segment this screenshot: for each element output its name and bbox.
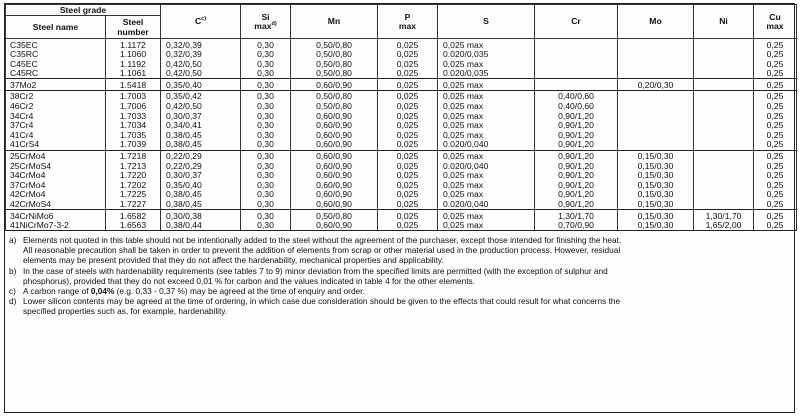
- cell-si: 0,30: [241, 161, 291, 171]
- cell-cu: 0,25: [754, 59, 797, 69]
- footnote-label: b): [9, 265, 17, 276]
- cell-mo: 0,15/0,30: [618, 221, 694, 231]
- cell-number: 1.7003: [106, 90, 161, 101]
- cell-number: 1.7202: [106, 180, 161, 190]
- cell-c: 0,22/0,29: [161, 150, 241, 161]
- cell-mo: 0,15/0,30: [618, 210, 694, 221]
- cell-mn: 0,60/0,90: [291, 150, 378, 161]
- cell-mo: [618, 111, 694, 121]
- cell-mn: 0,60/0,90: [291, 190, 378, 200]
- cell-cr: 0,90/1,20: [535, 161, 618, 171]
- cell-mo: 0,15/0,30: [618, 200, 694, 210]
- cell-s: 0,025 max: [438, 102, 535, 112]
- cell-s: 0,025 max: [438, 210, 535, 221]
- cell-ni: 1,65/2,00: [694, 221, 754, 231]
- cell-c: 0,35/0,40: [161, 180, 241, 190]
- cell-mn: 0,60/0,90: [291, 111, 378, 121]
- cell-cr: 0,90/1,20: [535, 180, 618, 190]
- cell-ni: [694, 190, 754, 200]
- cell-number: 1.1172: [106, 39, 161, 50]
- manganese-header: Mn: [291, 5, 378, 39]
- cell-si: 0,30: [241, 210, 291, 221]
- cell-ni: [694, 150, 754, 161]
- cell-cr: 0,90/1,20: [535, 121, 618, 131]
- cell-p: 0,025: [378, 39, 438, 50]
- footnote: [9, 296, 788, 316]
- cell-p: 0,025: [378, 79, 438, 91]
- cell-cu: 0,25: [754, 121, 797, 131]
- cell-mo: 0,15/0,30: [618, 180, 694, 190]
- cell-p: 0,025: [378, 140, 438, 150]
- cell-c: 0,38/0,45: [161, 200, 241, 210]
- cell-mn: 0,50/0,80: [291, 102, 378, 112]
- cell-c: 0,30/0,38: [161, 210, 241, 221]
- cell-cu: 0,25: [754, 102, 797, 112]
- cell-number: 1.1061: [106, 69, 161, 79]
- table-row: [6, 39, 797, 50]
- cell-s: 0,025 max: [438, 221, 535, 231]
- cell-cu: 0,25: [754, 180, 797, 190]
- cell-ni: [694, 50, 754, 60]
- steel-number-header: Steel number: [106, 16, 161, 39]
- cell-mn: 0,60/0,90: [291, 79, 378, 91]
- molybdenum-header: Mo: [618, 5, 694, 39]
- cell-si: 0,30: [241, 111, 291, 121]
- cell-si: 0,30: [241, 39, 291, 50]
- cell-p: 0,025: [378, 102, 438, 112]
- cell-ni: [694, 121, 754, 131]
- cell-cr: [535, 59, 618, 69]
- cell-ni: 1,30/1,70: [694, 210, 754, 221]
- cell-name: 25CrMo4: [6, 150, 106, 161]
- cell-mo: 0,15/0,30: [618, 190, 694, 200]
- cell-cu: 0,25: [754, 50, 797, 60]
- cell-ni: [694, 161, 754, 171]
- cell-si: 0,30: [241, 190, 291, 200]
- cell-cu: 0,25: [754, 79, 797, 91]
- cell-p: 0,025: [378, 210, 438, 221]
- chromium-header: Cr: [535, 5, 618, 39]
- cell-p: 0,025: [378, 200, 438, 210]
- table-row: [6, 221, 797, 231]
- cell-s: 0,025 max: [438, 121, 535, 131]
- cell-ni: [694, 111, 754, 121]
- cell-mn: 0,60/0,90: [291, 171, 378, 181]
- silicon-header: Si max$^{d)}$: [241, 5, 291, 39]
- cell-si: 0,30: [241, 130, 291, 140]
- cell-p: 0,025: [378, 90, 438, 101]
- cell-number: 1.7227: [106, 200, 161, 210]
- cell-ni: [694, 39, 754, 50]
- cell-p: 0,025: [378, 69, 438, 79]
- cell-p: 0,025: [378, 180, 438, 190]
- grade-group: [6, 79, 797, 91]
- cell-mo: [618, 59, 694, 69]
- cell-mo: 0,20/0,30: [618, 79, 694, 91]
- cell-cr: [535, 79, 618, 91]
- cell-mn: 0,60/0,90: [291, 180, 378, 190]
- cell-number: 1.7220: [106, 171, 161, 181]
- table-row: [6, 171, 797, 181]
- cell-s: 0,025 max: [438, 190, 535, 200]
- cell-name: 42CrMo4: [6, 190, 106, 200]
- cell-number: 1.1060: [106, 50, 161, 60]
- table-row: [6, 59, 797, 69]
- table-row: [6, 79, 797, 91]
- cell-cr: 0,90/1,20: [535, 200, 618, 210]
- cell-si: 0,30: [241, 90, 291, 101]
- cell-number: 1.7006: [106, 102, 161, 112]
- cell-cr: [535, 39, 618, 50]
- cell-mo: [618, 69, 694, 79]
- cell-ni: [694, 102, 754, 112]
- cell-ni: [694, 79, 754, 91]
- cell-cr: 0,40/0,60: [535, 102, 618, 112]
- footnote-text: [23, 296, 788, 316]
- cell-s: 0,025 max: [438, 79, 535, 91]
- footnote-label: d): [9, 295, 17, 306]
- cell-c: 0,35/0,42: [161, 90, 241, 101]
- cell-name: 41Cr4: [6, 130, 106, 140]
- table-row: [6, 210, 797, 221]
- cell-number: 1.6582: [106, 210, 161, 221]
- copper-header: Cu max: [754, 5, 797, 39]
- cell-name: 37Mo2: [6, 79, 106, 91]
- cell-c: 0,32/0,39: [161, 50, 241, 60]
- cell-cr: 0,90/1,20: [535, 190, 618, 200]
- cell-p: 0,025: [378, 221, 438, 231]
- cell-c: 0,42/0,50: [161, 69, 241, 79]
- table-footnotes: [5, 231, 794, 316]
- phosphorus-header: P max: [378, 5, 438, 39]
- cell-mn: 0,50/0,80: [291, 59, 378, 69]
- table-row: [6, 50, 797, 60]
- cell-ni: [694, 180, 754, 190]
- cell-name: C35EC: [6, 39, 106, 50]
- cell-si: 0,30: [241, 102, 291, 112]
- footnote-label: c): [9, 285, 16, 296]
- cell-si: 0,30: [241, 50, 291, 60]
- grade-group: [6, 210, 797, 231]
- cell-mn: 0,50/0,80: [291, 69, 378, 79]
- cell-s: 0,025 max: [438, 130, 535, 140]
- cell-cr: 1,30/1,70: [535, 210, 618, 221]
- cell-p: 0,025: [378, 150, 438, 161]
- cell-cu: 0,25: [754, 190, 797, 200]
- footnote-line: specified properties such as, for example, hardenability.: [23, 305, 228, 316]
- footnote-text: [23, 266, 788, 286]
- cell-c: 0,38/0,44: [161, 221, 241, 231]
- cell-ni: [694, 171, 754, 181]
- cell-mo: [618, 130, 694, 140]
- cell-c: 0,34/0,41: [161, 121, 241, 131]
- table-row: [6, 140, 797, 150]
- footnote-text: [23, 286, 788, 296]
- cell-p: 0,025: [378, 121, 438, 131]
- table-row: [6, 102, 797, 112]
- cell-mo: 0,15/0,30: [618, 161, 694, 171]
- cell-p: 0,025: [378, 161, 438, 171]
- cell-mo: [618, 50, 694, 60]
- cell-cr: [535, 50, 618, 60]
- cell-p: 0,025: [378, 50, 438, 60]
- cell-number: 1.7033: [106, 111, 161, 121]
- cell-cu: 0,25: [754, 221, 797, 231]
- cell-s: 0,025 max: [438, 180, 535, 190]
- cell-mo: 0,15/0,30: [618, 171, 694, 181]
- cell-cr: 0,90/1,20: [535, 150, 618, 161]
- cell-si: 0,30: [241, 180, 291, 190]
- chemical-composition-table: [5, 4, 797, 231]
- cell-mn: 0,60/0,90: [291, 140, 378, 150]
- cell-name: 34CrNiMo6: [6, 210, 106, 221]
- cell-cu: 0,25: [754, 200, 797, 210]
- cell-cu: 0,25: [754, 140, 797, 150]
- table-row: [6, 180, 797, 190]
- cell-cr: [535, 69, 618, 79]
- cell-cu: 0,25: [754, 171, 797, 181]
- cell-cu: 0,25: [754, 90, 797, 101]
- cell-c: 0,30/0,37: [161, 111, 241, 121]
- cell-mo: [618, 90, 694, 101]
- cell-mn: 0,60/0,90: [291, 130, 378, 140]
- cell-name: 38Cr2: [6, 90, 106, 101]
- footnote-label: a): [9, 235, 17, 246]
- cell-cu: 0,25: [754, 210, 797, 221]
- cell-name: C45RC: [6, 69, 106, 79]
- cell-name: 34CrMo4: [6, 171, 106, 181]
- cell-ni: [694, 69, 754, 79]
- cell-s: 0.020/0,040: [438, 200, 535, 210]
- cell-cr: 0,90/1,20: [535, 111, 618, 121]
- cell-mo: [618, 102, 694, 112]
- cell-p: 0,025: [378, 111, 438, 121]
- cell-number: 1.5418: [106, 79, 161, 91]
- footnote-line: In the case of steels with hardenability requirements (see tables 7 to 9) minor deviation from the specified limits are permitted (with the exception of sulphur and: [23, 265, 608, 276]
- cell-si: 0,30: [241, 150, 291, 161]
- footnote-text: [23, 235, 788, 265]
- cell-number: 1.7225: [106, 190, 161, 200]
- grade-group: [6, 39, 797, 79]
- cell-c: 0,38/0,45: [161, 130, 241, 140]
- cell-number: 1.7039: [106, 140, 161, 150]
- cell-ni: [694, 140, 754, 150]
- footnote-line: phosphorus), provided that they do not exceed 0,01 % for carbon and the values indicated in table 4 for the other elements.: [23, 275, 476, 286]
- cell-c: 0,38/0,45: [161, 140, 241, 150]
- footnote-fragment: (e.g. 0,33 - 0,37 %) may be agreed at the time of enquiry and order.: [114, 285, 365, 296]
- cell-mn: 0,60/0,90: [291, 161, 378, 171]
- cell-c: 0,22/0,29: [161, 161, 241, 171]
- cell-name: 25CrMoS4: [6, 161, 106, 171]
- table-row: [6, 200, 797, 210]
- cell-mn: 0,50/0,80: [291, 210, 378, 221]
- cell-number: 1.6563: [106, 221, 161, 231]
- table-row: [6, 190, 797, 200]
- cell-mo: 0,15/0,30: [618, 150, 694, 161]
- cell-name: C35RC: [6, 50, 106, 60]
- cell-number: 1.1192: [106, 59, 161, 69]
- table-row: [6, 161, 797, 171]
- cell-name: 46Cr2: [6, 102, 106, 112]
- footnote-line: All reasonable precaution shall be taken in order to prevent the addition of elements from scrap or other material used in the production process. However, residual: [23, 245, 621, 256]
- cell-c: 0,30/0,37: [161, 171, 241, 181]
- cell-c: 0,32/0,39: [161, 39, 241, 50]
- cell-si: 0,30: [241, 79, 291, 91]
- cell-number: 1.7034: [106, 121, 161, 131]
- cell-cu: 0,25: [754, 69, 797, 79]
- cell-mn: 0,50/0,80: [291, 50, 378, 60]
- cell-si: 0,30: [241, 69, 291, 79]
- cell-si: 0,30: [241, 200, 291, 210]
- cell-p: 0,025: [378, 59, 438, 69]
- cell-cr: 0,90/1,20: [535, 171, 618, 181]
- sulphur-header: S: [438, 5, 535, 39]
- steel-grade-header: Steel grade: [6, 5, 161, 16]
- cell-cu: 0,25: [754, 130, 797, 140]
- footnote-line: Elements not quoted in this table should not be intentionally added to the steel without the agreement of the purchaser, except those intended for finishing the heat.: [23, 235, 622, 246]
- cell-c: 0,35/0,40: [161, 79, 241, 91]
- cell-mo: [618, 39, 694, 50]
- cell-si: 0,30: [241, 121, 291, 131]
- cell-cu: 0,25: [754, 150, 797, 161]
- cell-s: 0,025 max: [438, 150, 535, 161]
- table-header: [6, 5, 797, 39]
- cell-s: 0.020/0,035: [438, 50, 535, 60]
- cell-cu: 0,25: [754, 39, 797, 50]
- footnote: [9, 286, 788, 296]
- cell-s: 0,025 max: [438, 111, 535, 121]
- cell-si: 0,30: [241, 221, 291, 231]
- table-row: [6, 150, 797, 161]
- cell-number: 1.7035: [106, 130, 161, 140]
- footnote-line: [23, 286, 788, 296]
- cell-ni: [694, 90, 754, 101]
- footnote-line: elements may be present provided that they do not affect the hardenability, mechanical properties and applicability.: [23, 255, 444, 266]
- cell-name: 37CrMo4: [6, 180, 106, 190]
- cell-mn: 0,50/0,80: [291, 39, 378, 50]
- cell-s: 0.020/0,035: [438, 69, 535, 79]
- cell-ni: [694, 130, 754, 140]
- cell-ni: [694, 59, 754, 69]
- composition-sheet: [4, 3, 795, 413]
- table-row: [6, 121, 797, 131]
- cell-si: 0,30: [241, 171, 291, 181]
- cell-mn: 0,60/0,90: [291, 200, 378, 210]
- cell-mo: [618, 121, 694, 131]
- cell-c: 0,42/0,50: [161, 102, 241, 112]
- cell-si: 0,30: [241, 59, 291, 69]
- cell-cr: 0,40/0,60: [535, 90, 618, 101]
- cell-cr: 0,70/0,90: [535, 221, 618, 231]
- cell-p: 0,025: [378, 130, 438, 140]
- cell-mn: 0,60/0,90: [291, 221, 378, 231]
- footnote-fragment: A carbon range of: [23, 285, 91, 296]
- cell-cr: 0,90/1,20: [535, 140, 618, 150]
- cell-s: 0,025 max: [438, 171, 535, 181]
- cell-name: 41CrS4: [6, 140, 106, 150]
- table-row: [6, 69, 797, 79]
- table-row: [6, 90, 797, 101]
- cell-p: 0,025: [378, 190, 438, 200]
- cell-name: 42CrMoS4: [6, 200, 106, 210]
- steel-name-header: Steel name: [6, 16, 106, 39]
- cell-name: 37Cr4: [6, 121, 106, 131]
- table-row: [6, 130, 797, 140]
- cell-p: 0,025: [378, 171, 438, 181]
- carbon-header: C$^{c)}$: [161, 5, 241, 39]
- cell-name: C45EC: [6, 59, 106, 69]
- cell-mn: 0,60/0,90: [291, 121, 378, 131]
- cell-s: 0,025 max: [438, 90, 535, 101]
- grade-group: [6, 90, 797, 150]
- cell-cu: 0,25: [754, 161, 797, 171]
- nickel-header: Ni: [694, 5, 754, 39]
- cell-mn: 0,50/0,80: [291, 90, 378, 101]
- cell-c: 0,42/0,50: [161, 59, 241, 69]
- cell-cr: 0,90/1,20: [535, 130, 618, 140]
- cell-c: 0,38/0,45: [161, 190, 241, 200]
- cell-number: 1.7218: [106, 150, 161, 161]
- grade-group: [6, 150, 797, 210]
- footnote-fragment: 0,04%: [90, 285, 115, 296]
- footnote: [9, 266, 788, 286]
- cell-s: 0.020/0,040: [438, 140, 535, 150]
- cell-ni: [694, 200, 754, 210]
- cell-name: 41NiCrMo7-3-2: [6, 221, 106, 231]
- cell-s: 0,025 max: [438, 39, 535, 50]
- table-row: [6, 111, 797, 121]
- cell-cu: 0,25: [754, 111, 797, 121]
- cell-si: 0,30: [241, 140, 291, 150]
- cell-s: 0,025 max: [438, 59, 535, 69]
- cell-mo: [618, 140, 694, 150]
- footnote-line: Lower silicon contents may be agreed at the time of ordering, in which case due consideration should be given to the effects that could result for what concerns the: [23, 295, 621, 306]
- footnote: [9, 235, 788, 265]
- cell-number: 1.7213: [106, 161, 161, 171]
- cell-s: 0.020/0,040: [438, 161, 535, 171]
- cell-name: 34Cr4: [6, 111, 106, 121]
